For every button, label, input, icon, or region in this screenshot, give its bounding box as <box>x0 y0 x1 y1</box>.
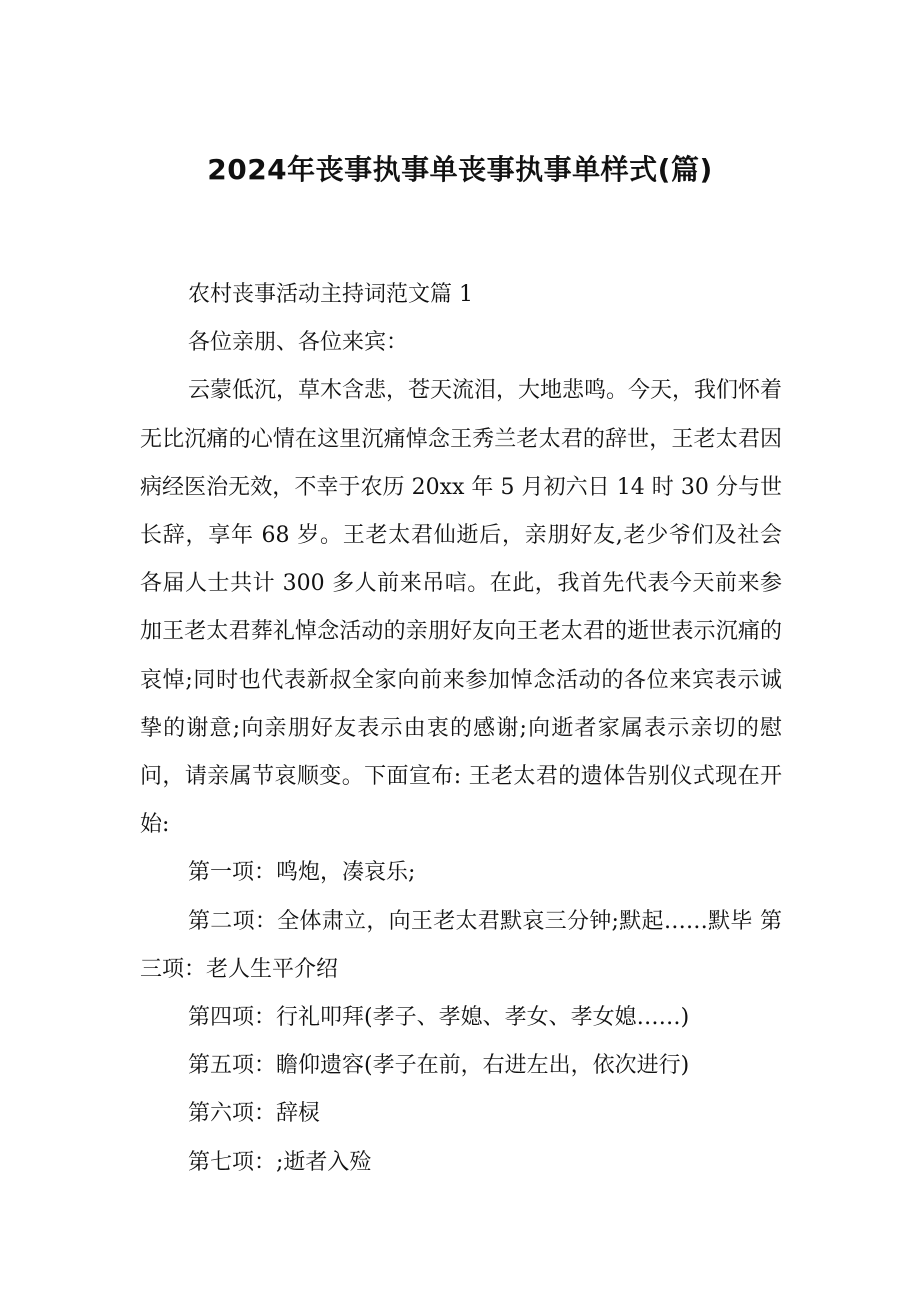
ceremony-item-6: 第六项：辞棂 <box>188 1101 321 1127</box>
ceremony-item-7: 第七项：;逝者入殓 <box>188 1149 372 1175</box>
ceremony-item-2-3: 第二项：全体肃立，向王老太君默哀三分钟;默起……默毕 第三项：老人生平介绍 <box>140 908 782 982</box>
ceremony-item-4: 第四项：行礼叩拜(孝子、孝媳、孝女、孝女媳……) <box>188 1005 690 1031</box>
opening-paragraph: 云蒙低沉，草木含悲，苍天流泪，大地悲鸣。今天，我们怀着无比沉痛的心情在这里沉痛悼念王秀兰老太君的辞世，王老太君因病经医治无效，不幸于农历 20xx 年 5 月初六日 14 时 30 分与世长辞，享年 68 岁。王老太君仙逝后，亲朋好友,老少爷们及社会各届人士共计 300 多人前来吊唁。在此，我首先代表今天前来参加王老太君葬礼悼念活动的亲朋好友向王老太君的逝世表示沉痛的哀悼;同时也代表新叔全家向前来参加悼念活动的各位来宾表示诚挚的谢意;向亲朋好友表示由衷的感谢;向逝者家属表示亲切的慰问，请亲属节哀顺变。下面宣布: 王老太君的遗体告别仪式现在开始: <box>140 378 783 838</box>
ceremony-item-5: 第五项：瞻仰遗容(孝子在前，右进左出，依次进行) <box>188 1053 690 1079</box>
section-heading: 农村丧事活动主持词范文篇 1 <box>188 282 473 307</box>
document-title: 2024年丧事执事单丧事执事单样式(篇) <box>207 153 713 186</box>
ceremony-item-1: 第一项：鸣炮，凑哀乐; <box>188 860 416 886</box>
document-body <box>140 271 782 1187</box>
salutation: 各位亲朋、各位来宾： <box>188 330 409 356</box>
